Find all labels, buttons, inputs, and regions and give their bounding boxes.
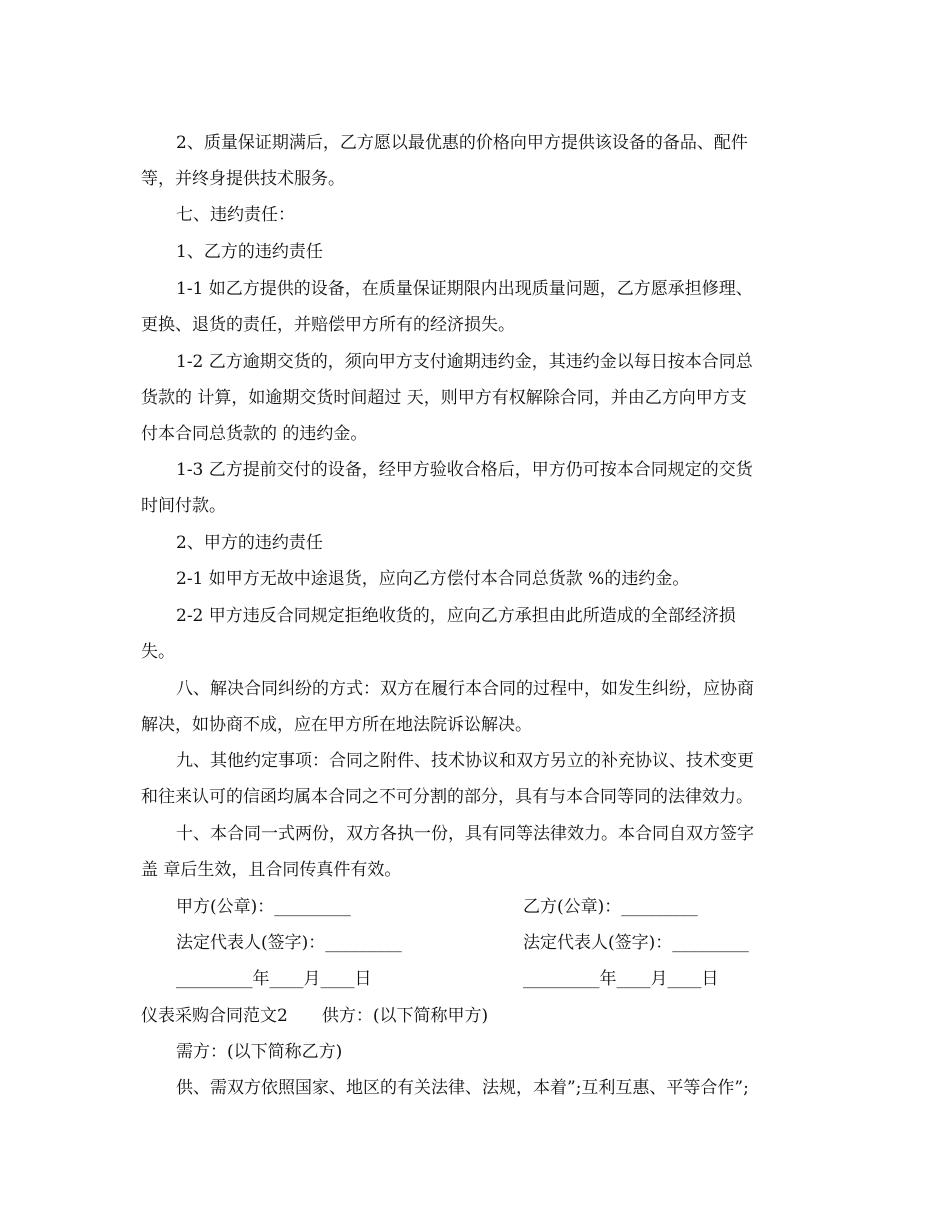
party-a-representative-field: 法定代表人(签字)：_________ [176, 933, 402, 953]
paragraph-line: 十、本合同一式两份，双方各执一份，具有同等法律效力。本合同自双方签字 [176, 824, 754, 844]
paragraph-line: 时间付款。 [141, 496, 226, 516]
paragraph-line: 更换、退货的责任，并赔偿甲方所有的经济损失。 [141, 315, 515, 335]
paragraph-line: 货款的 计算，如逾期交货时间超过 天，则甲方有权解除合同，并由乙方向甲方支 [141, 388, 747, 408]
paragraph-line: 2-1 如甲方无故中途退货，应向乙方偿付本合同总货款 %的违约金。 [176, 569, 690, 589]
party-a-date-field: _________年____月____日 [176, 969, 372, 989]
party-b-seal-field: 乙方(公章)：_________ [523, 897, 698, 917]
paragraph-line: 等，并终身提供技术服务。 [141, 169, 345, 189]
paragraph-line: 1-1 如乙方提供的设备，在质量保证期限内出现质量问题，乙方愿承担修理、 [176, 279, 753, 299]
paragraph-line: 八、解决合同纠纷的方式：双方在履行本合同的过程中，如发生纠纷，应协商 [176, 679, 754, 699]
document-title-line: 仪表采购合同范文2 供方：(以下简称甲方) [141, 1006, 489, 1026]
paragraph-line: 1-3 乙方提前交付的设备，经甲方验收合格后，甲方仍可按本合同规定的交货 [176, 460, 753, 480]
paragraph-line: 供、需双方依照国家、地区的有关法律、法规，本着”;互利互惠、平等合作”; [176, 1078, 749, 1098]
paragraph-line: 付本合同总货款的 的违约金。 [141, 424, 368, 444]
paragraph-line: 盖 章后生效，且合同传真件有效。 [141, 860, 402, 880]
paragraph-line: 解决，如协商不成，应在甲方所在地法院诉讼解决。 [141, 715, 532, 735]
paragraph-line: 和往来认可的信函均属本合同之不可分割的部分，具有与本合同等同的法律效力。 [141, 787, 753, 807]
section-heading: 七、违约责任： [176, 205, 295, 225]
subsection-heading: 1、乙方的违约责任 [176, 242, 323, 262]
party-b-date-field: _________年____月____日 [523, 969, 719, 989]
party-b-representative-field: 法定代表人(签字)：_________ [523, 933, 749, 953]
paragraph-line: 1-2 乙方逾期交货的，须向甲方支付逾期违约金，其违约金以每日按本合同总 [176, 352, 753, 372]
paragraph-line: 2-2 甲方违反合同规定拒绝收货的，应向乙方承担由此所造成的全部经济损 [176, 606, 736, 626]
paragraph-line: 失。 [141, 642, 175, 662]
party-a-seal-field: 甲方(公章)：_________ [176, 897, 351, 917]
subsection-heading: 2、甲方的违约责任 [176, 533, 323, 553]
paragraph-line: 需方：(以下简称乙方) [176, 1042, 343, 1062]
paragraph-line: 2、质量保证期满后，乙方愿以最优惠的价格向甲方提供该设备的备品、配件 [176, 133, 748, 153]
paragraph-line: 九、其他约定事项：合同之附件、技术协议和双方另立的补充协议、技术变更 [176, 751, 754, 771]
